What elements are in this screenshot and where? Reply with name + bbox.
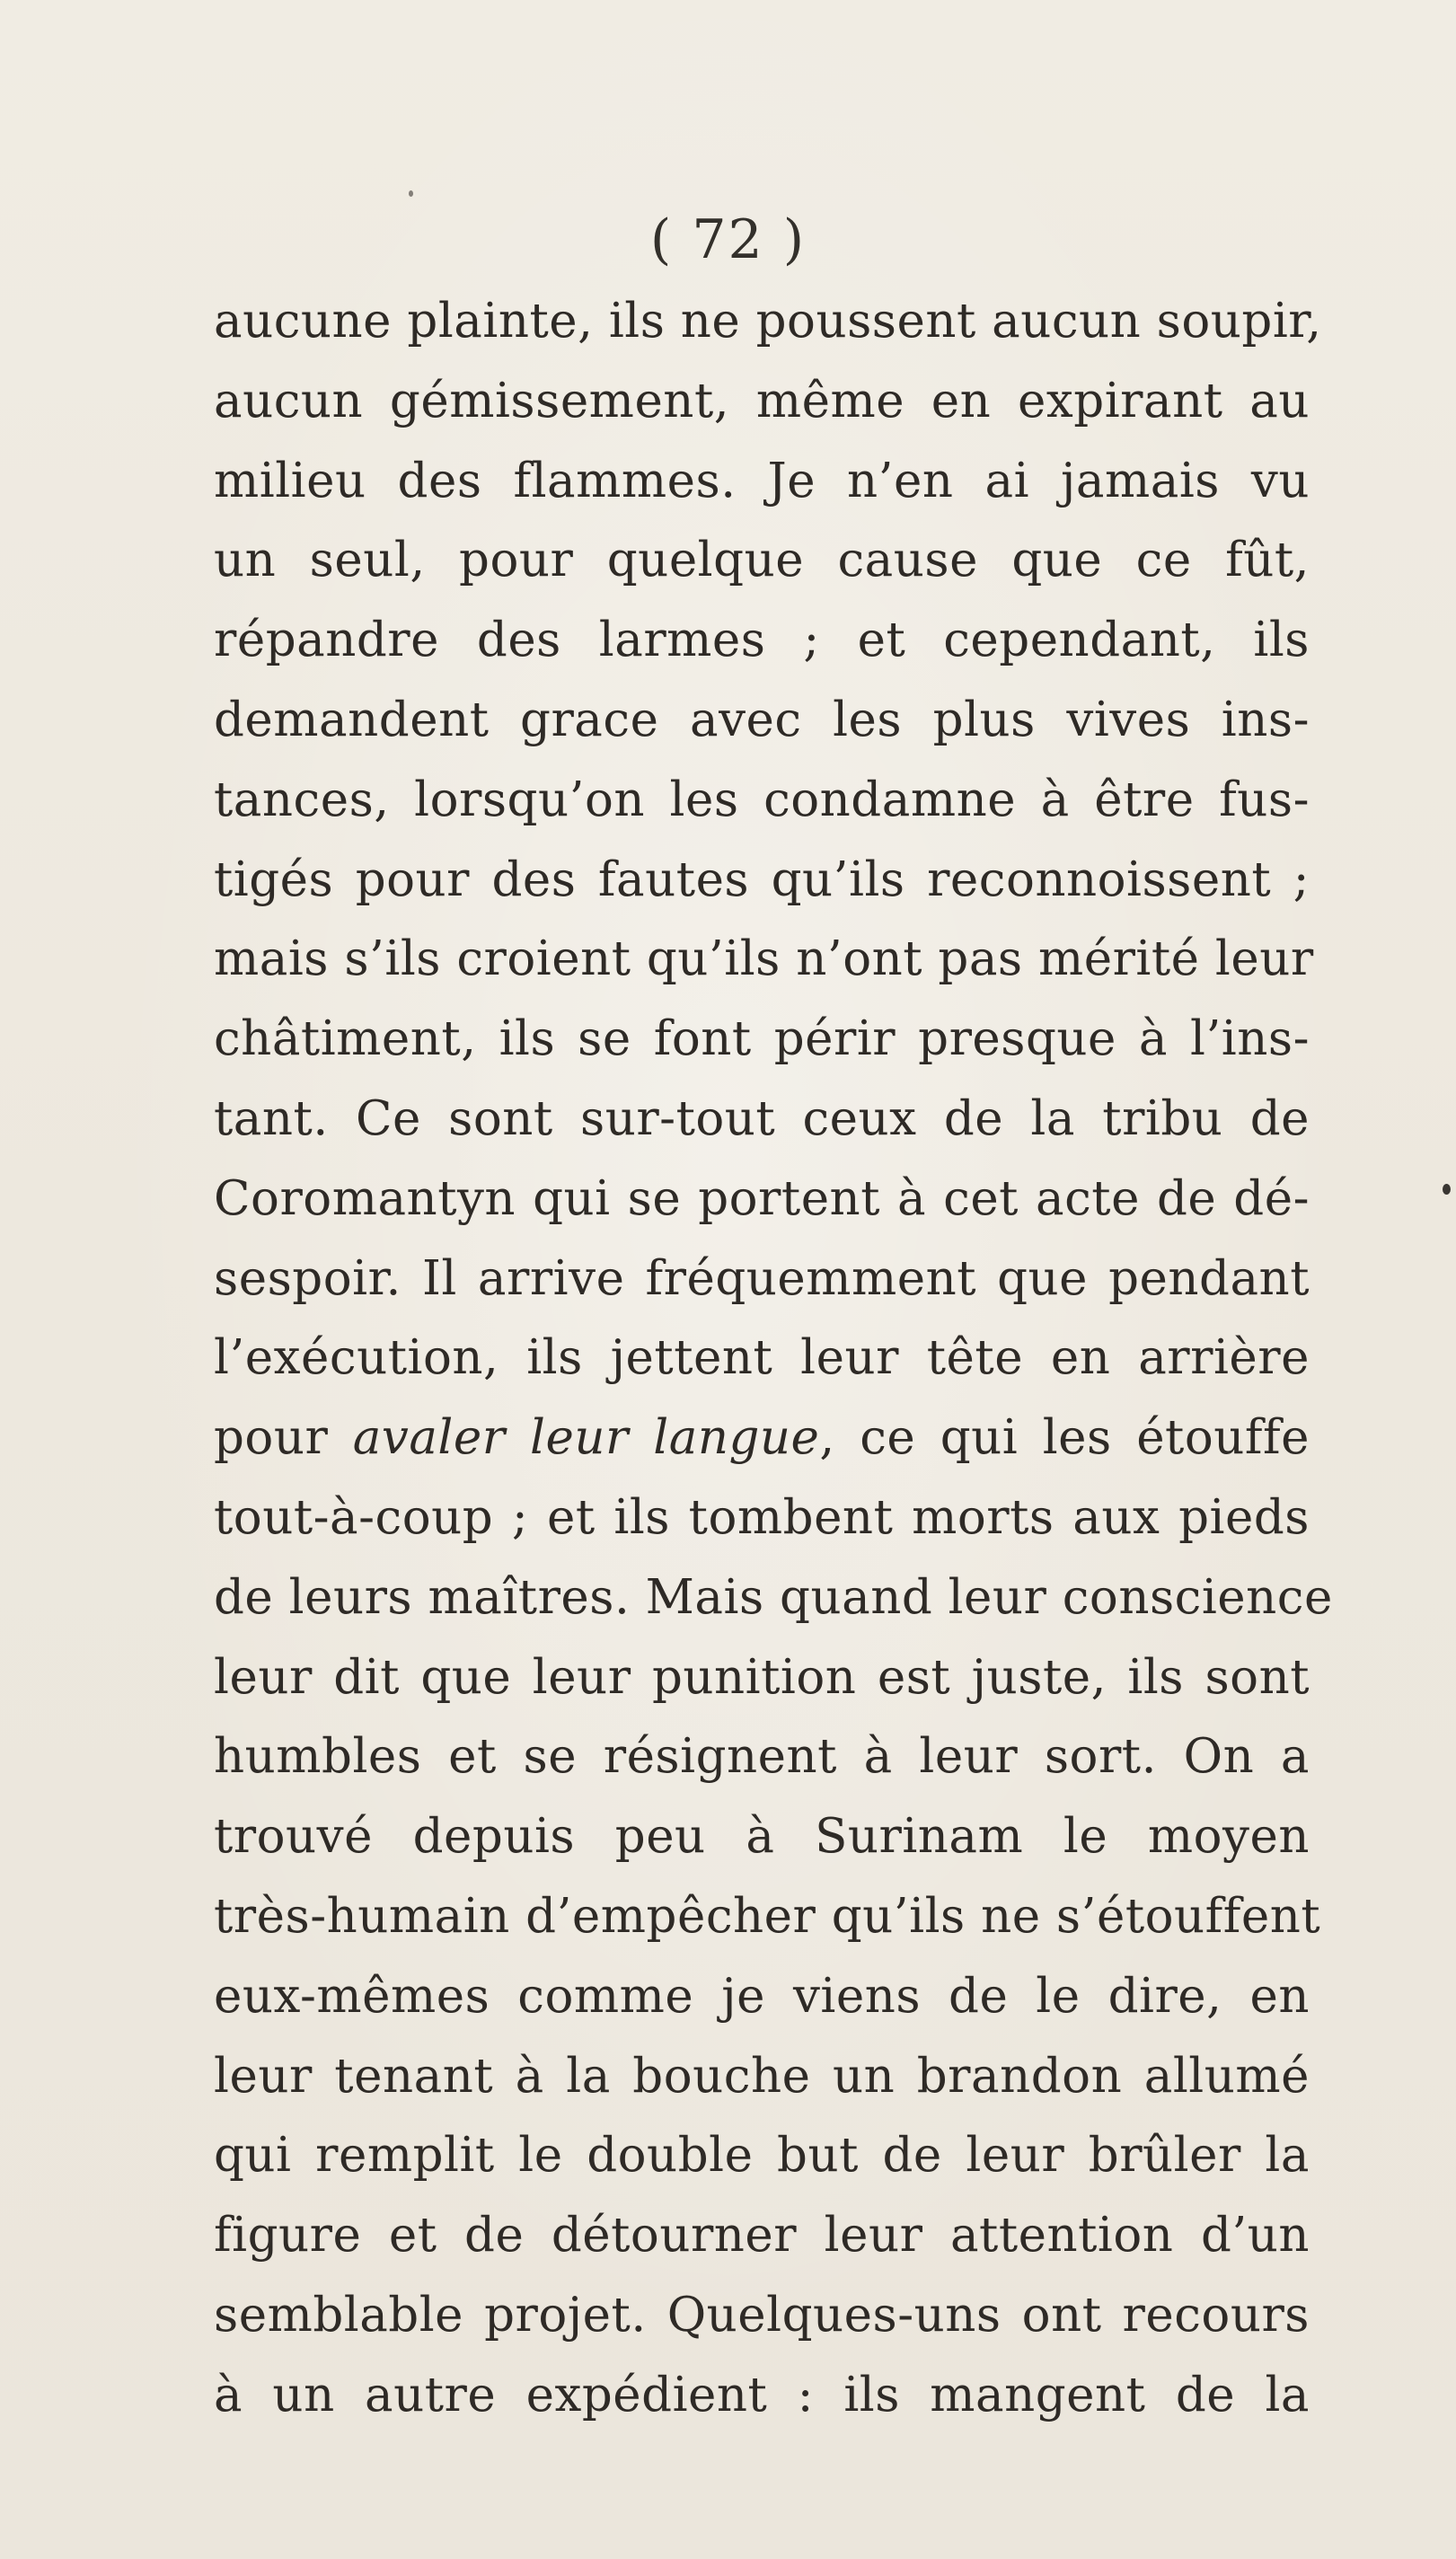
- text-line: l’exécution, ils jettent leur tête en arrière: [214, 1330, 1310, 1386]
- text-line: un seul, pour quelque cause que ce fût,: [214, 533, 1310, 588]
- ink-speck: [409, 190, 413, 197]
- ink-speck: [1443, 1184, 1451, 1195]
- text-line: qui remplit le double but de leur brûler la: [214, 2128, 1310, 2184]
- text-line: aucune plainte, ils ne poussent aucun soupir,: [214, 294, 1322, 349]
- text-line: tout-à-coup ; et ils tombent morts aux pieds: [214, 1489, 1310, 1545]
- text-line: de leurs maîtres. Mais quand leur conscience: [214, 1569, 1333, 1625]
- text-line: sespoir. Il arrive fréquemment que pendant: [214, 1250, 1310, 1306]
- text-line: mais s’ils croient qu’ils n’ont pas mérité leur: [214, 931, 1314, 987]
- text-run: , ce qui les étouffe: [819, 1410, 1310, 1466]
- text-run: pour: [214, 1410, 353, 1466]
- text-line-mixed: [214, 1399, 1310, 1478]
- text-line: tant. Ce sont sur-tout ceux de la tribu de: [214, 1090, 1310, 1146]
- text-line: aucun gémissement, même en expirant au: [214, 373, 1310, 428]
- text-line: semblable projet. Quelques-uns ont recours: [214, 2287, 1310, 2343]
- text-line: Coromantyn qui se portent à cet acte de dé-: [214, 1170, 1310, 1226]
- body-text: [214, 282, 1333, 2436]
- text-line: demandent grace avec les plus vives ins-: [214, 692, 1310, 747]
- text-line: répandre des larmes ; et cependant, ils: [214, 613, 1310, 668]
- text-line: eux-mêmes comme je viens de le dire, en: [214, 1968, 1310, 2024]
- text-line: leur tenant à la bouche un brandon allumé: [214, 2048, 1310, 2104]
- text-line: trouvé depuis peu à Surinam le moyen: [214, 1809, 1310, 1865]
- text-line: très-humain d’empêcher qu’ils ne s’étouffent: [214, 1888, 1321, 1944]
- text-line: châtiment, ils se font périr presque à l’ins-: [214, 1011, 1310, 1067]
- text-line: leur dit que leur punition est juste, ils sont: [214, 1649, 1310, 1705]
- italic-phrase: avaler leur langue: [352, 1410, 820, 1466]
- text-line: figure et de détourner leur attention d’un: [214, 2208, 1310, 2263]
- text-line: à un autre expédient : ils mangent de la: [214, 2367, 1310, 2422]
- text-line: tances, lorsqu’on les condamne à être fus-: [214, 772, 1310, 827]
- text-line: tigés pour des fautes qu’ils reconnoissent ;: [214, 852, 1310, 907]
- text-line: milieu des flammes. Je n’en ai jamais vu: [214, 453, 1310, 508]
- text-line: humbles et se résignent à leur sort. On a: [214, 1729, 1310, 1785]
- page-number: ( 72 ): [649, 208, 807, 271]
